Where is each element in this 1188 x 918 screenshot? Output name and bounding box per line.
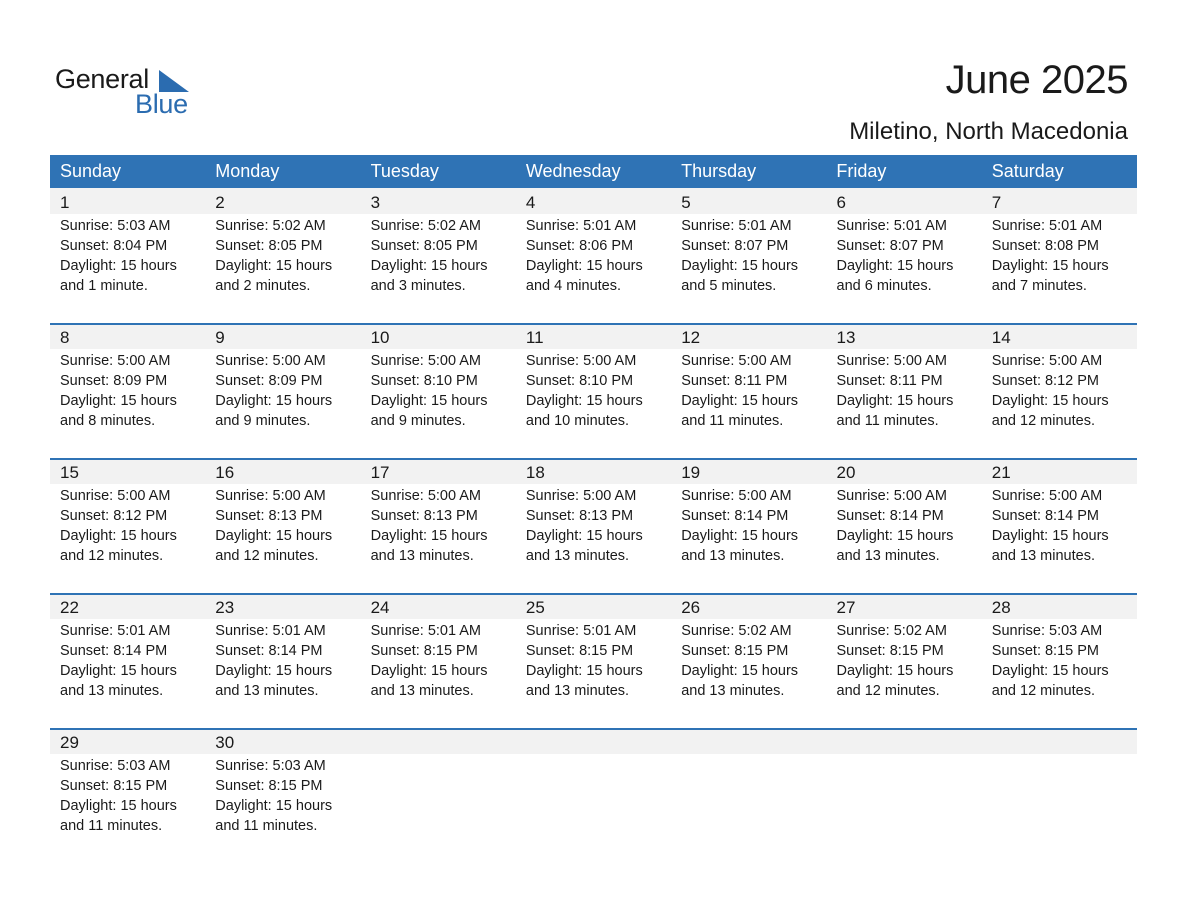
- daylight-text: Daylight: 15 hours: [525, 258, 643, 274]
- sunrise-text: Sunrise: 5:01 AM: [991, 218, 1103, 234]
- sunset-text: Sunset: 8:11 PM: [681, 373, 788, 389]
- daylight-minutes-text: and 12 minutes.: [991, 683, 1095, 699]
- sunset-text: Sunset: 8:13 PM: [525, 508, 634, 524]
- sunset-text: Sunset: 8:14 PM: [991, 508, 1099, 524]
- logo-word-general: General: [55, 64, 149, 94]
- daylight-text: Daylight: 15 hours: [836, 258, 954, 274]
- sunrise-text: Sunrise: 5:00 AM: [681, 488, 792, 504]
- week-row: [50, 188, 1137, 323]
- sunrise-text: Sunrise: 5:00 AM: [60, 488, 171, 504]
- sunset-text: Sunset: 8:15 PM: [60, 778, 168, 794]
- weekday-monday: Monday: [215, 161, 280, 181]
- sunrise-text: Sunrise: 5:00 AM: [370, 353, 482, 369]
- sunset-text: Sunset: 8:14 PM: [836, 508, 944, 524]
- day-cell: [982, 323, 1137, 458]
- day-number: 29: [60, 733, 79, 752]
- daylight-minutes-text: and 1 minute.: [60, 278, 148, 294]
- sunset-text: Sunset: 8:09 PM: [60, 373, 168, 389]
- day-cell: [516, 458, 671, 593]
- sunrise-text: Sunrise: 5:03 AM: [60, 218, 171, 234]
- sunrise-text: Sunrise: 5:03 AM: [991, 623, 1103, 639]
- daylight-text: Daylight: 15 hours: [215, 393, 333, 409]
- sunset-text: Sunset: 8:12 PM: [991, 373, 1099, 389]
- sunrise-text: Sunrise: 5:02 AM: [836, 623, 947, 639]
- weekday-wednesday: Wednesday: [525, 161, 621, 181]
- daylight-text: Daylight: 15 hours: [370, 393, 488, 409]
- day-cell: [982, 458, 1137, 593]
- day-info: [992, 351, 1109, 431]
- day-number: 21: [991, 463, 1011, 482]
- daylight-text: Daylight: 15 hours: [681, 393, 799, 409]
- week-row: [50, 458, 1137, 593]
- weekday-thursday: Thursday: [681, 161, 757, 181]
- day-number: 14: [991, 328, 1011, 347]
- sunrise-text: Sunrise: 5:00 AM: [991, 488, 1103, 504]
- day-info: [215, 756, 332, 836]
- sunset-text: Sunset: 8:15 PM: [836, 643, 944, 659]
- day-number: 27: [836, 598, 856, 617]
- day-info: [371, 621, 488, 701]
- day-info: [992, 486, 1109, 566]
- sunrise-text: Sunrise: 5:01 AM: [215, 623, 326, 639]
- day-cell: [516, 593, 671, 728]
- day-number: 8: [60, 328, 70, 347]
- daylight-minutes-text: and 13 minutes.: [681, 683, 785, 699]
- sunrise-text: Sunrise: 5:00 AM: [215, 488, 326, 504]
- day-number: 23: [215, 598, 235, 617]
- day-info: [992, 216, 1109, 296]
- day-cell: [982, 188, 1137, 323]
- daylight-minutes-text: and 12 minutes.: [991, 413, 1095, 429]
- sunset-text: Sunset: 8:04 PM: [60, 238, 168, 254]
- day-number: 5: [681, 193, 691, 212]
- daylight-text: Daylight: 15 hours: [991, 528, 1109, 544]
- day-number: 24: [370, 598, 390, 617]
- week-row: [50, 728, 1137, 863]
- daylight-minutes-text: and 13 minutes.: [215, 683, 319, 699]
- day-cell: [205, 323, 360, 458]
- day-number: 30: [215, 733, 235, 752]
- day-cell: [827, 458, 982, 593]
- day-cell: [671, 323, 826, 458]
- sunset-text: Sunset: 8:05 PM: [215, 238, 323, 254]
- day-info: [371, 486, 488, 566]
- sunrise-text: Sunrise: 5:02 AM: [215, 218, 326, 234]
- day-info: [837, 621, 954, 701]
- day-number: 9: [215, 328, 225, 347]
- daylight-minutes-text: and 13 minutes.: [681, 548, 785, 564]
- daylight-text: Daylight: 15 hours: [370, 258, 488, 274]
- day-info: [215, 216, 332, 296]
- sunset-text: Sunset: 8:08 PM: [991, 238, 1099, 254]
- daylight-text: Daylight: 15 hours: [836, 528, 954, 544]
- daylight-text: Daylight: 15 hours: [836, 393, 954, 409]
- calendar-location: Miletino, North Macedonia: [849, 118, 1128, 145]
- day-number: 15: [60, 463, 79, 482]
- day-cell: [671, 593, 826, 728]
- daylight-minutes-text: and 11 minutes.: [836, 413, 939, 429]
- sunset-text: Sunset: 8:10 PM: [525, 373, 634, 389]
- daylight-text: Daylight: 15 hours: [991, 663, 1109, 679]
- daylight-minutes-text: and 11 minutes.: [681, 413, 784, 429]
- day-info: [215, 486, 332, 566]
- week-row: [50, 323, 1137, 458]
- daylight-minutes-text: and 8 minutes.: [60, 413, 156, 429]
- daylight-minutes-text: and 7 minutes.: [991, 278, 1087, 294]
- daylight-text: Daylight: 15 hours: [60, 258, 177, 274]
- day-number: 16: [215, 463, 235, 482]
- daylight-text: Daylight: 15 hours: [215, 663, 333, 679]
- day-number: 28: [991, 598, 1011, 617]
- day-info: [60, 621, 177, 701]
- day-cell: [205, 728, 360, 863]
- sunrise-text: Sunrise: 5:00 AM: [836, 353, 947, 369]
- sunset-text: Sunset: 8:15 PM: [525, 643, 634, 659]
- sunset-text: Sunset: 8:15 PM: [370, 643, 478, 659]
- day-info: [60, 486, 177, 566]
- sunset-text: Sunset: 8:12 PM: [60, 508, 168, 524]
- daylight-minutes-text: and 13 minutes.: [370, 548, 474, 564]
- sunrise-text: Sunrise: 5:00 AM: [60, 353, 171, 369]
- sunrise-text: Sunrise: 5:02 AM: [370, 218, 482, 234]
- day-number: 12: [681, 328, 701, 347]
- day-info: [215, 621, 332, 701]
- sunset-text: Sunset: 8:10 PM: [370, 373, 478, 389]
- day-info: [681, 351, 798, 431]
- daylight-minutes-text: and 11 minutes.: [60, 818, 163, 834]
- day-cell: [50, 458, 205, 593]
- daylight-text: Daylight: 15 hours: [215, 528, 333, 544]
- daylight-minutes-text: and 12 minutes.: [60, 548, 164, 564]
- day-cell: [827, 323, 982, 458]
- daylight-text: Daylight: 15 hours: [215, 798, 333, 814]
- daylight-minutes-text: and 3 minutes.: [370, 278, 466, 294]
- day-info: [371, 216, 488, 296]
- daylight-minutes-text: and 11 minutes.: [215, 818, 318, 834]
- daylight-text: Daylight: 15 hours: [525, 393, 643, 409]
- day-cell: [205, 593, 360, 728]
- sunrise-text: Sunrise: 5:00 AM: [215, 353, 326, 369]
- day-number: 22: [60, 598, 79, 617]
- daylight-minutes-text: and 13 minutes.: [525, 548, 630, 564]
- day-cell: [50, 323, 205, 458]
- daylight-minutes-text: and 13 minutes.: [370, 683, 474, 699]
- day-number: 18: [525, 463, 545, 482]
- daylight-text: Daylight: 15 hours: [681, 528, 799, 544]
- daylight-minutes-text: and 9 minutes.: [215, 413, 311, 429]
- sunrise-text: Sunrise: 5:00 AM: [525, 353, 637, 369]
- day-number: 17: [370, 463, 390, 482]
- daylight-text: Daylight: 15 hours: [60, 663, 177, 679]
- weekday-sunday: Sunday: [60, 161, 122, 181]
- day-cell: [827, 188, 982, 323]
- day-info: [60, 216, 177, 296]
- day-cell: [982, 593, 1137, 728]
- day-info: [526, 486, 643, 566]
- day-info: [526, 351, 643, 431]
- daylight-text: Daylight: 15 hours: [370, 663, 488, 679]
- daylight-text: Daylight: 15 hours: [991, 258, 1109, 274]
- sunset-text: Sunset: 8:15 PM: [215, 778, 323, 794]
- sunset-text: Sunset: 8:14 PM: [681, 508, 789, 524]
- day-info: [526, 216, 643, 296]
- daylight-minutes-text: and 12 minutes.: [836, 683, 940, 699]
- sunrise-text: Sunrise: 5:01 AM: [525, 623, 637, 639]
- weekday-friday: Friday: [836, 161, 887, 181]
- day-number: 13: [836, 328, 856, 347]
- sunset-text: Sunset: 8:07 PM: [681, 238, 789, 254]
- day-info: [837, 351, 954, 431]
- sunset-text: Sunset: 8:13 PM: [370, 508, 478, 524]
- sunrise-text: Sunrise: 5:01 AM: [370, 623, 482, 639]
- daylight-minutes-text: and 2 minutes.: [215, 278, 311, 294]
- daylight-minutes-text: and 13 minutes.: [60, 683, 164, 699]
- daylight-text: Daylight: 15 hours: [681, 663, 799, 679]
- daylight-text: Daylight: 15 hours: [60, 798, 177, 814]
- sunset-text: Sunset: 8:15 PM: [681, 643, 789, 659]
- daylight-minutes-text: and 6 minutes.: [836, 278, 932, 294]
- daylight-text: Daylight: 15 hours: [370, 528, 488, 544]
- day-cell: [361, 188, 516, 323]
- sunrise-text: Sunrise: 5:00 AM: [991, 353, 1103, 369]
- day-cell: [516, 323, 671, 458]
- daylight-minutes-text: and 13 minutes.: [991, 548, 1095, 564]
- day-cell: [671, 188, 826, 323]
- sunset-text: Sunset: 8:11 PM: [836, 373, 943, 389]
- sunset-text: Sunset: 8:14 PM: [215, 643, 323, 659]
- weekday-saturday: Saturday: [991, 161, 1064, 181]
- daylight-minutes-text: and 12 minutes.: [215, 548, 319, 564]
- day-cell: [827, 593, 982, 728]
- sunrise-text: Sunrise: 5:01 AM: [836, 218, 947, 234]
- sunset-text: Sunset: 8:15 PM: [991, 643, 1099, 659]
- day-number: 25: [525, 598, 545, 617]
- sunset-text: Sunset: 8:14 PM: [60, 643, 168, 659]
- sunrise-text: Sunrise: 5:03 AM: [215, 758, 326, 774]
- daylight-text: Daylight: 15 hours: [215, 258, 333, 274]
- logo-word-blue: Blue: [135, 89, 188, 119]
- day-number: 7: [991, 193, 1002, 212]
- day-number: 19: [681, 463, 701, 482]
- day-number: 11: [525, 328, 544, 347]
- day-info: [60, 351, 177, 431]
- day-info: [837, 216, 954, 296]
- daylight-minutes-text: and 10 minutes.: [525, 413, 630, 429]
- day-number: 20: [836, 463, 856, 482]
- day-cell: [361, 458, 516, 593]
- sunrise-text: Sunrise: 5:00 AM: [836, 488, 947, 504]
- day-cell: [50, 188, 205, 323]
- sunrise-text: Sunrise: 5:00 AM: [681, 353, 792, 369]
- sunrise-text: Sunrise: 5:01 AM: [60, 623, 171, 639]
- day-number: 3: [370, 193, 381, 212]
- day-cell: [205, 188, 360, 323]
- day-info: [992, 621, 1109, 701]
- day-cell: [671, 458, 826, 593]
- weekday-header: [50, 155, 1137, 188]
- day-info: [526, 621, 643, 701]
- sunset-text: Sunset: 8:13 PM: [215, 508, 323, 524]
- day-cell: [205, 458, 360, 593]
- daylight-text: Daylight: 15 hours: [836, 663, 954, 679]
- day-cell: [50, 728, 205, 863]
- weekday-tuesday: Tuesday: [370, 161, 439, 181]
- day-info: [837, 486, 954, 566]
- daylight-text: Daylight: 15 hours: [681, 258, 799, 274]
- sunset-text: Sunset: 8:09 PM: [215, 373, 323, 389]
- sunset-text: Sunset: 8:05 PM: [370, 238, 478, 254]
- daylight-text: Daylight: 15 hours: [525, 528, 643, 544]
- day-info: [681, 486, 798, 566]
- day-number: 1: [60, 193, 70, 212]
- day-info: [681, 216, 798, 296]
- daylight-minutes-text: and 13 minutes.: [836, 548, 940, 564]
- day-info: [60, 756, 177, 836]
- day-cell: [361, 593, 516, 728]
- day-info: [371, 351, 488, 431]
- daylight-minutes-text: and 4 minutes.: [525, 278, 622, 294]
- daylight-minutes-text: and 13 minutes.: [525, 683, 630, 699]
- day-number: 10: [370, 328, 390, 347]
- daylight-minutes-text: and 5 minutes.: [681, 278, 777, 294]
- sunrise-text: Sunrise: 5:00 AM: [525, 488, 637, 504]
- daylight-text: Daylight: 15 hours: [991, 393, 1109, 409]
- daylight-text: Daylight: 15 hours: [525, 663, 643, 679]
- daylight-text: Daylight: 15 hours: [60, 393, 177, 409]
- calendar-title: June 2025: [945, 58, 1128, 102]
- logo: [55, 64, 205, 120]
- sunrise-text: Sunrise: 5:01 AM: [681, 218, 792, 234]
- day-number: 2: [215, 193, 225, 212]
- day-cell: [361, 323, 516, 458]
- sunrise-text: Sunrise: 5:01 AM: [525, 218, 637, 234]
- sunrise-text: Sunrise: 5:00 AM: [370, 488, 482, 504]
- sunset-text: Sunset: 8:06 PM: [525, 238, 634, 254]
- sunrise-text: Sunrise: 5:03 AM: [60, 758, 171, 774]
- day-cell: [50, 593, 205, 728]
- day-cell: [516, 188, 671, 323]
- daylight-text: Daylight: 15 hours: [60, 528, 177, 544]
- day-number: 26: [681, 598, 701, 617]
- day-info: [681, 621, 798, 701]
- week-row: [50, 593, 1137, 728]
- day-number: 4: [525, 193, 536, 212]
- day-info: [215, 351, 332, 431]
- day-number: 6: [836, 193, 846, 212]
- daylight-minutes-text: and 9 minutes.: [370, 413, 466, 429]
- sunset-text: Sunset: 8:07 PM: [836, 238, 944, 254]
- sunrise-text: Sunrise: 5:02 AM: [681, 623, 792, 639]
